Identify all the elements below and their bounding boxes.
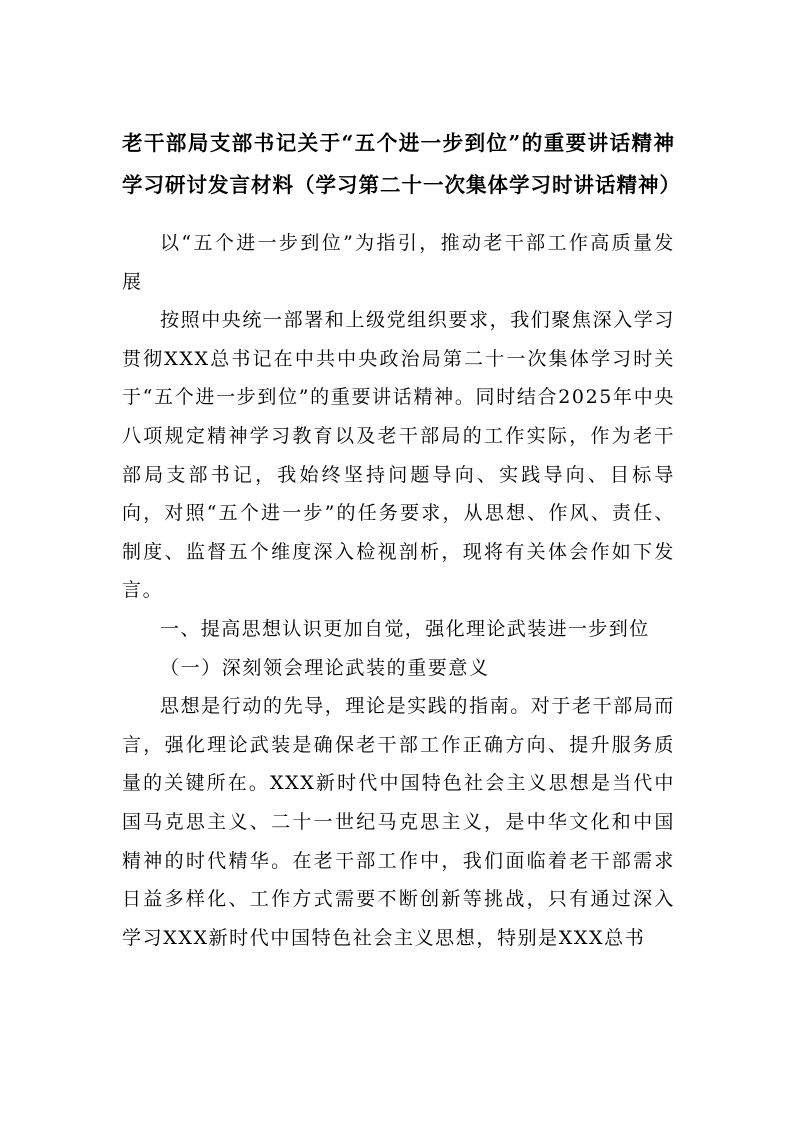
section-heading-1: 一、提高思想认识更加自觉，强化理论武装进一步到位 bbox=[160, 617, 650, 640]
title-line-2: 学习研讨发言材料（学习第二十一次集体学习时讲话精神） bbox=[122, 173, 681, 197]
document-body bbox=[122, 224, 675, 957]
intro-paragraph: 按照中央统一部署和上级党组织要求，我们聚焦深入学习贯彻XXX总书记在中共中央政治局第二十一次集体学习时关于“五个进一步到位”的重要讲话精神。同时结合2025年中央八项规定精神学习教育以及老干部局的工作实际，作为老干部局支部书记，我始终坚持问题导向、实践导向、目标导向，对照“五个进一步”的任务要求，从思想、作风、责任、制度、监督五个维度深入检视剖析，现将有关体会作如下发言。 bbox=[122, 309, 676, 602]
title-line-1: 老干部局支部书记关于“五个进一步到位”的重要讲话精神 bbox=[122, 131, 675, 155]
document-title bbox=[122, 122, 681, 206]
intro-heading: 以“五个进一步到位”为指引，推动老干部工作高质量发展 bbox=[122, 232, 675, 293]
subsection-heading-1: （一）深刻领会理论武装的重要意义 bbox=[160, 656, 490, 679]
body-paragraph: 思想是行动的先导，理论是实践的指南。对于老干部局而言，强化理论武装是确保老干部工作正确方向、提升服务质量的关键所在。XXX新时代中国特色社会主义思想是当代中国马克思主义、二十一世纪马克思主义，是中华文化和中国精神的时代精华。在老干部工作中，我们面临着老干部需求日益多样化、工作方式需要不断创新等挑战，只有通过深入学习XXX新时代中国特色社会主义思想，特别是XXX总书 bbox=[122, 695, 676, 949]
